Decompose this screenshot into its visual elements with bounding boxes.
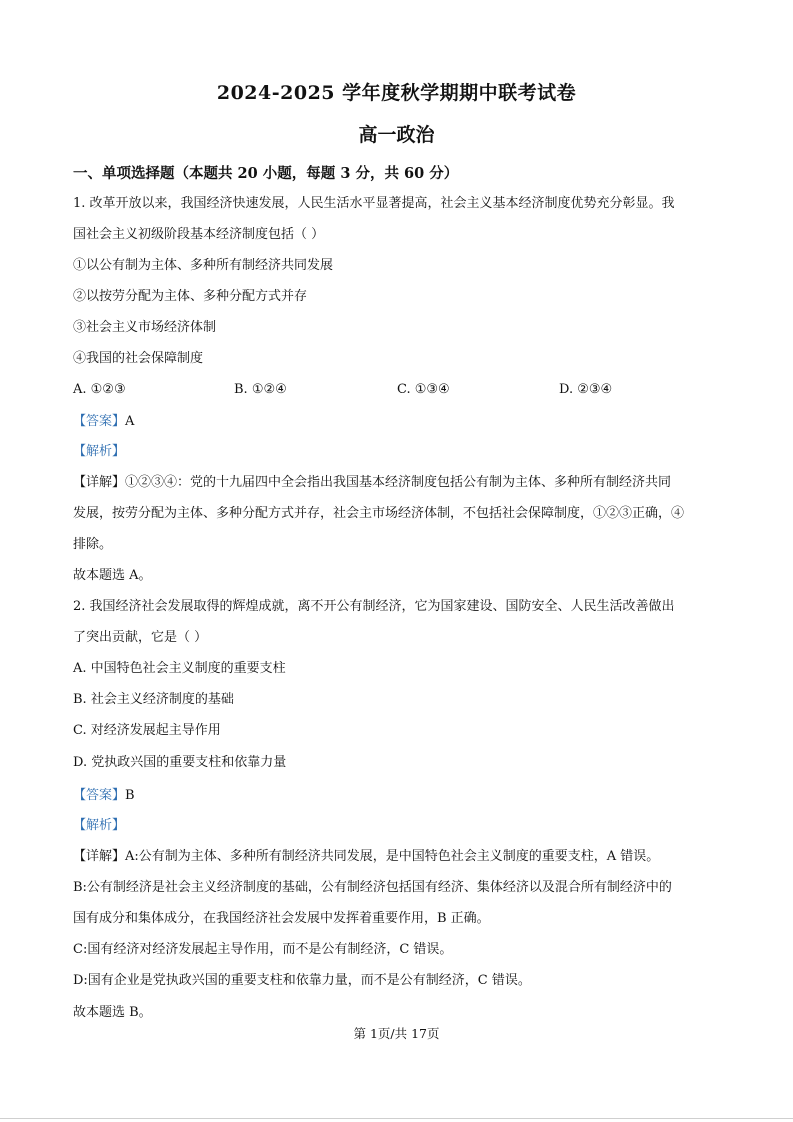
q1-detail-tag: 【详解】: [73, 475, 126, 490]
q1-answer-value: A: [125, 414, 135, 429]
q2-detail-line3: 国有成分和集体成分，在我国经济社会发展中发挥着重要作用，B 正确。: [73, 911, 490, 926]
q2-option-a: A. 中国特色社会主义制度的重要支柱: [73, 661, 286, 676]
q1-detail-line2: 发展，按劳分配为主体、多种分配方式并存，社会主市场经济体制，不包括社会保障制度，①②③正确，④: [73, 506, 685, 521]
q2-detail-text1: A:公有制为主体、多种所有制经济共同发展，是中国特色社会主义制度的重要支柱，A 错误。: [125, 849, 660, 864]
q2-detail-line2: B:公有制经济是社会主义经济制度的基础，公有制经济包括国有经济、集体经济以及混合所有制经济中的: [73, 880, 672, 895]
q1-detail-line3: 排除。: [73, 537, 113, 552]
q2-stem-line1: 2. 我国经济社会发展取得的辉煌成就，离不开公有制经济，它为国家建设、国防安全、人民生活改善做出: [73, 599, 675, 614]
q2-detail-line5: D:国有企业是党执政兴国的重要支柱和依靠力量，而不是公有制经济，C 错误。: [73, 973, 531, 988]
q1-detail-line1: [73, 474, 671, 492]
q2-option-d: D. 党执政兴国的重要支柱和依靠力量: [73, 755, 287, 770]
q1-stem-line2: 国社会主义初级阶段基本经济制度包括（ ）: [73, 227, 325, 242]
q2-answer-tag: 【答案】: [73, 788, 126, 803]
page-number: 第 1页/共 17页: [353, 1026, 440, 1041]
q2-analysis-line: [73, 817, 125, 835]
section-heading: 一、单项选择题（本题共 20 小题，每题 3 分，共 60 分）: [73, 165, 459, 182]
q2-option-c: C. 对经济发展起主导作用: [73, 723, 221, 738]
q1-item-3: ③社会主义市场经济体制: [73, 320, 217, 335]
q1-conclusion: 故本题选 A。: [73, 568, 152, 583]
q1-option-a: A. ①②③: [73, 382, 126, 397]
q2-detail-line4: C:国有经济对经济发展起主导作用，而不是公有制经济，C 错误。: [73, 942, 453, 957]
q2-detail-line1: [73, 848, 659, 866]
q1-analysis-tag: 【解析】: [73, 444, 126, 459]
q1-analysis-line: [73, 443, 125, 461]
q1-detail-text1: ①②③④：党的十九届四中全会指出我国基本经济制度包括公有制为主体、多种所有制经济共同: [125, 475, 672, 490]
exam-title: 2024-2025 学年度秋学期期中联考试卷: [216, 82, 577, 104]
bottom-divider: [0, 1118, 793, 1119]
q1-item-1: ①以公有制为主体、多种所有制经济共同发展: [73, 258, 334, 273]
q2-option-b: B. 社会主义经济制度的基础: [73, 692, 234, 707]
q2-answer-line: [73, 787, 135, 805]
q1-option-c: C. ①③④: [397, 382, 450, 397]
q2-analysis-tag: 【解析】: [73, 818, 126, 833]
q1-stem-line1: 1. 改革开放以来，我国经济快速发展，人民生活水平显著提高，社会主义基本经济制度优势充分彰显。我: [73, 196, 675, 211]
q2-detail-tag: 【详解】: [73, 849, 126, 864]
exam-subject: 高一政治: [358, 124, 435, 146]
q1-answer-line: [73, 413, 134, 431]
q2-answer-value: B: [125, 788, 135, 803]
q1-item-4: ④我国的社会保障制度: [73, 351, 204, 366]
q1-item-2: ②以按劳分配为主体、多种分配方式并存: [73, 289, 308, 304]
q2-conclusion: 故本题选 B。: [73, 1005, 152, 1020]
q1-answer-tag: 【答案】: [73, 414, 126, 429]
q2-stem-line2: 了突出贡献，它是（ ）: [73, 630, 208, 645]
q1-option-d: D. ②③④: [559, 382, 613, 397]
q1-option-b: B. ①②④: [234, 382, 287, 397]
